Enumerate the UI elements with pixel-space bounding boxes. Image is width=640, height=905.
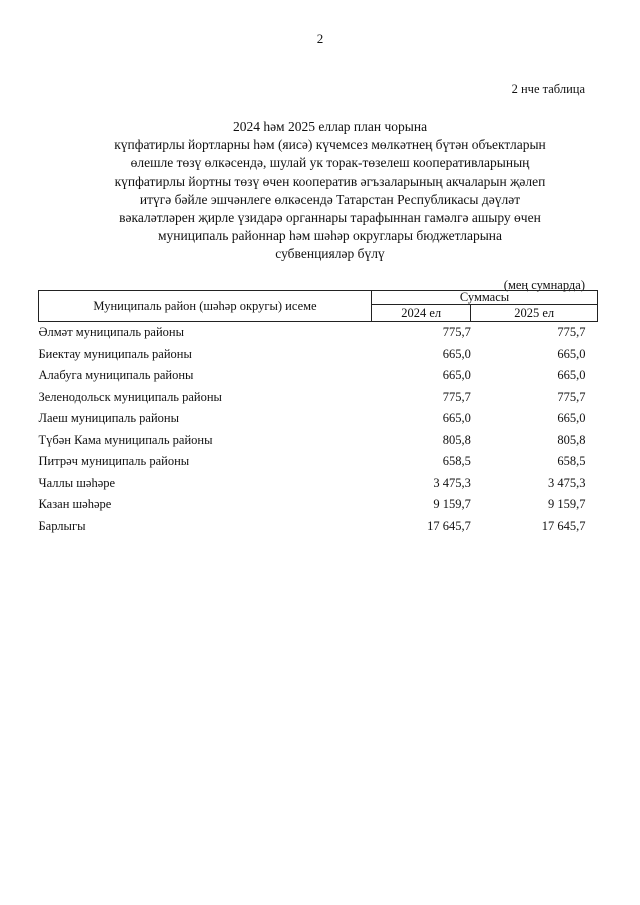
table-row [39, 408, 598, 430]
value-2025: 665,0 [557, 368, 586, 383]
title-line: күпфатирлы йортны төзү өчен кооператив әгъзаларының акчаларын җәлеп [114, 173, 546, 189]
region-name: Зеленодольск муниципаль районы [38, 389, 222, 404]
table-row [39, 451, 598, 473]
document-title [60, 118, 600, 264]
value-2024: 3 475,3 [433, 475, 471, 490]
value-2024: 775,7 [442, 389, 471, 404]
title-line: итүгә бәйле эшчәнлеге өлкәсендә Татарстан Республикасы дәүләт [139, 191, 521, 207]
page-number: 2 [316, 31, 324, 46]
table-row [39, 387, 598, 409]
region-name: Әлмәт муниципаль районы [38, 325, 184, 340]
value-2024: 9 159,7 [433, 497, 471, 512]
region-name: Түбән Кама муниципаль районы [38, 432, 213, 447]
value-2025: 9 159,7 [548, 497, 586, 512]
column-header-2025: 2025 ел [471, 305, 598, 322]
region-name: Чаллы шәһәре [38, 475, 116, 490]
table-row [39, 494, 598, 516]
title-line: субвенцияләр бүлү [275, 246, 385, 262]
region-name: Биектау муниципаль районы [38, 346, 192, 361]
column-header-sum: Суммасы [372, 291, 598, 305]
title-line: 2024 һәм 2025 еллар план чорына [232, 119, 428, 134]
value-2024: 665,0 [442, 368, 471, 383]
value-2025: 665,0 [557, 411, 586, 426]
value-2025: 658,5 [557, 454, 586, 469]
region-name: Казан шәһәре [38, 497, 112, 512]
region-name: Барлыгы [38, 518, 86, 533]
table-row [39, 344, 598, 366]
region-name: Алабуга муниципаль районы [38, 368, 194, 383]
table-row [39, 365, 598, 387]
region-name: Лаеш муниципаль районы [38, 411, 179, 426]
value-2024: 805,8 [442, 432, 471, 447]
value-2025: 17 645,7 [541, 518, 586, 533]
title-line: күпфатирлы йортларны һәм (яисә) күчемсез мөлкәтнең бүтән объектларын [114, 137, 546, 153]
table-row [39, 430, 598, 452]
value-2024: 17 645,7 [427, 518, 471, 533]
value-2024: 665,0 [442, 346, 471, 361]
column-header-2024: 2024 ел [372, 305, 471, 322]
value-2025: 775,7 [557, 389, 586, 404]
units-note: (мең сумнарда) [503, 278, 585, 292]
value-2024: 658,5 [442, 454, 471, 469]
value-2025: 665,0 [557, 346, 586, 361]
table-row-total [39, 516, 598, 538]
table-row [39, 473, 598, 495]
title-line: өлешле төзү өлкәсендә, шулай ук торак-төзелеш кооперативларының [130, 155, 530, 171]
table-row [39, 322, 598, 344]
subvention-table [38, 290, 598, 537]
value-2024: 775,7 [442, 325, 471, 340]
title-line: муниципаль районнар һәм шәһәр округлары бюджетларына [157, 228, 502, 244]
table-number: 2 нче таблица [511, 82, 585, 96]
value-2025: 775,7 [557, 325, 586, 340]
value-2025: 805,8 [557, 432, 586, 447]
value-2024: 665,0 [442, 411, 471, 426]
value-2025: 3 475,3 [548, 475, 586, 490]
column-header-name: Муниципаль район (шәһәр округы) исеме [39, 291, 372, 322]
title-line: вәкаләтләрен җирле үзидарә органнары тарафыннан гамәлгә ашыру өчен [119, 210, 541, 226]
region-name: Питрәч муниципаль районы [38, 454, 190, 469]
